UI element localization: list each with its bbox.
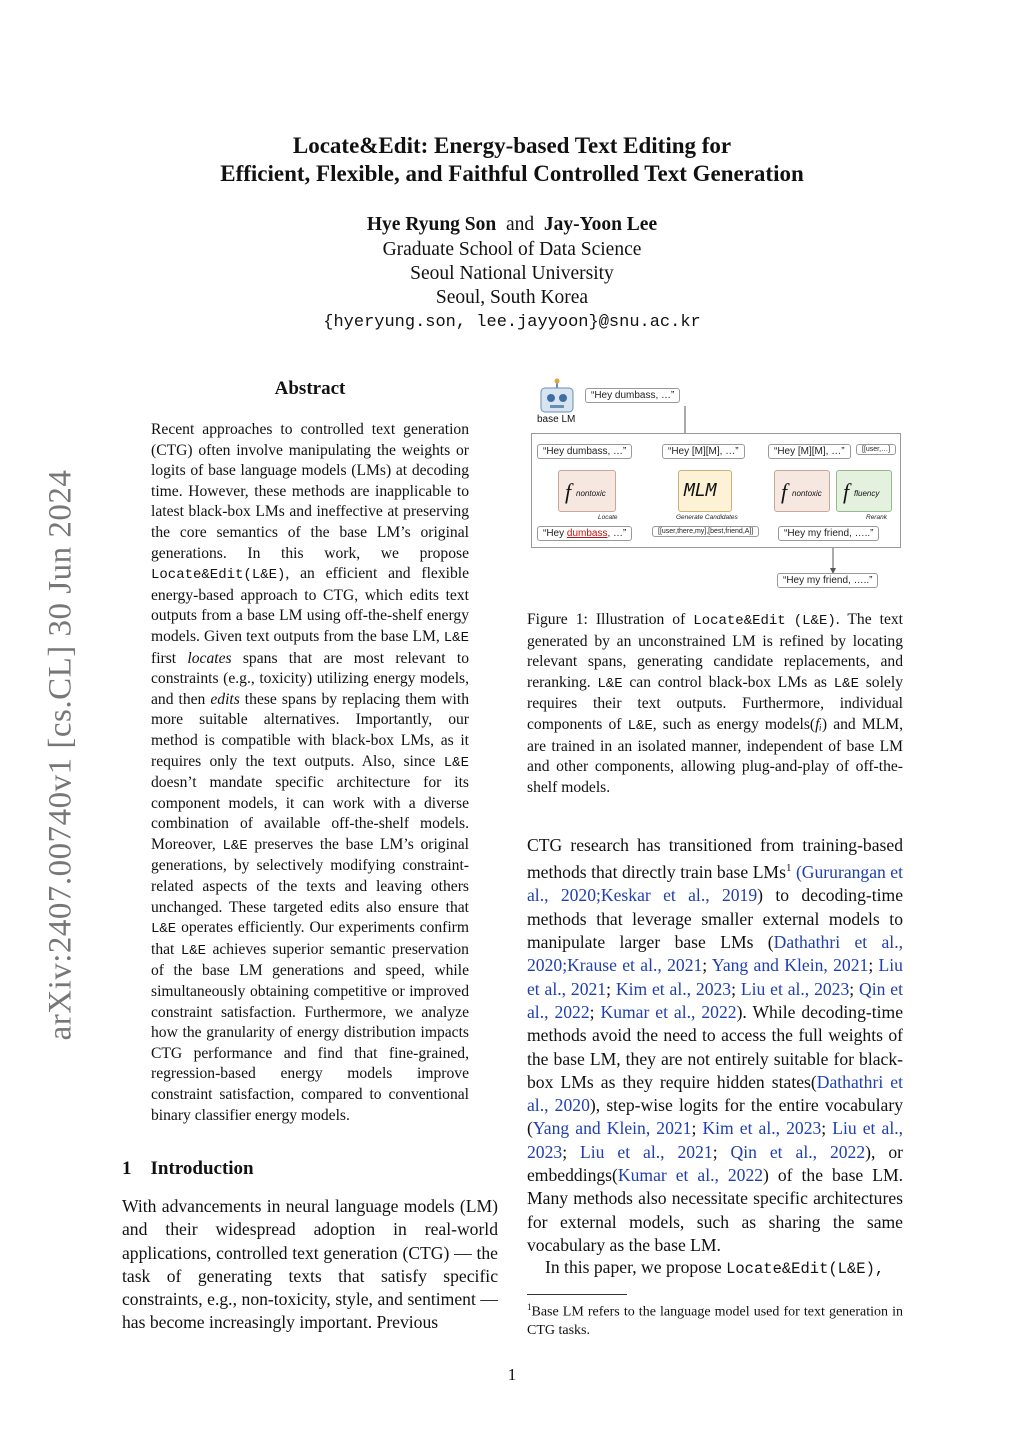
stage2-input: “Hey [M][M], …” [662,444,745,459]
out-suffix: , …” [607,528,627,539]
right-body-paragraph-2 [527,1256,903,1281]
final-output-pill: “Hey my friend, …..” [777,573,878,588]
code-le: L&E [151,921,177,938]
locate-label: Locate [598,514,618,521]
body-text: CTG research has transitioned from training-based methods that directly train base LMs [527,835,903,883]
code-le: L&E [443,754,469,771]
caption-code: Locate&Edit [693,613,786,629]
citation-link[interactable]: (Gururangan et al., 2020; [527,862,904,906]
stage3-extra: [[user,…] [856,444,896,455]
caption-code: L&E [833,675,859,692]
section-number: 1 [122,1158,132,1179]
arxiv-sidebar [36,460,86,1050]
authors-and: and [506,214,535,235]
body-text: ), or embeddings( [527,1141,903,1186]
body-text: ; [702,955,712,976]
section-title: Introduction [150,1158,254,1179]
code-le: L&E [443,629,469,646]
citation-link[interactable]: Qin et al., 2022 [730,1141,866,1162]
abstract-text-6: doesn’t mandate specific architecture for its component models, it can work with a diverse combination of available off-the-shelf models. Moreover, [151,774,469,853]
abstract-body [151,420,469,1126]
footnote-mark[interactable]: 1 [785,862,792,875]
citation-link[interactable]: Liu et al., 2021 [527,955,903,999]
right-body-paragraph [527,834,903,1257]
caption-text: , such as energy models( [652,715,816,733]
citation-link[interactable]: Keskar et al., 2019 [600,885,758,906]
citation-link[interactable]: Yang and Klein, 2021 [711,955,869,976]
f-symbol: f [843,479,850,504]
caption-text: ) and MLM, are trained in an isolated manner, independent of base LM and other components, allowing plug-and-play of off-the-shelf models. [527,715,903,796]
energy-model-nontoxic-2 [774,470,830,512]
citation-link[interactable]: Dathathri et al., 2020 [527,1071,903,1116]
abstract-locates: locates [187,649,232,667]
citation-link[interactable]: Kim et al., 2023 [615,978,732,999]
abstract-edits: edits [210,690,240,708]
footnote [527,1298,903,1340]
abstract-text-2: , an efficient and flexible energy-based approach to CTG, which edits text outputs from a base LM using off-the-shelf energy models. Given text outputs from the base LM, [151,565,469,645]
rerank-label: Rerank [866,514,887,521]
paper-title-line1: Locate&Edit: Energy-based Text Editing for [292,133,732,158]
citation-link[interactable]: Liu et al., 2023 [740,978,850,999]
abstract-text-1: Recent approaches to controlled text generation (CTG) often involve manipulating the weights or logits of base language models (LMs) at decoding time. However, these methods are inapplicable to latest black-box LMs and ineffective at preserving the core semantics of the base LM’s original generations. In this work, we propose [151,421,469,562]
stage2-output: [[user,there,my],[best,friend,A]] [652,526,759,537]
body-text: ; [821,1118,833,1139]
footnote-text: Base LM refers to the language model used for text generation in CTG tasks. [527,1304,903,1338]
body-text: ) to decoding-time methods that leverage smaller external models to manipulate larger base LMs ( [527,885,904,953]
located-span: dumbass [566,528,608,539]
stage1-input: “Hey dumbass, …” [537,444,632,459]
abstract-text-5: these spans by replacing them with more suitable alternatives. Importantly, our method is compatible with black-box LMs, as it requires only the text outputs. Also, since [151,690,469,770]
caption-text: solely requires their text outputs. Furthermore, individual components of [527,673,903,733]
citation-link[interactable]: Dathathri et al., 2020; [527,932,903,976]
stage1-output [537,526,632,541]
author-2: Jay-Yoon Lee [543,214,658,235]
intro-paragraph: With advancements in neural language models (LM) and their widespread adoption in real-world applications, controlled text generation (CTG) — the task of generating texts that satisfy specific constraints, e.g., non-toxicity, style, and sentiment — has become increasingly important. Previous [122,1196,498,1333]
citation-link[interactable]: Qin et al., 2022 [527,978,903,1022]
f-subscript: nontoxic [576,489,606,498]
body-text: ), step-wise logits for the entire vocabulary ( [527,1095,903,1139]
arxiv-identifier[interactable]: arXiv:2407.00740v1 [cs.CL] 30 Jun 2024 [42,469,79,1041]
author-email[interactable]: {hyeryung.son, lee.jayyoon}@snu.ac.kr [323,313,701,332]
citation-link[interactable]: Kumar et al., 2022 [617,1165,764,1186]
abstract-text-9: achieves superior semantic preservation of the base LM generations and speed, while simultaneously obtaining competitive or improved constraint satisfaction. Furthermore, we analyze how the granularity of energy distribution impacts CTG performance and find that fine-grained, regression-based energy models improve constraint satisfaction, compared to conventional binary classifier energy models. [151,940,469,1124]
body-text: ). While decoding-time methods avoid the need to access the full weights of the base LM, they are not entirely suitable for black-box LMs as they require hidden states( [527,1001,903,1092]
generate-candidates-label: Generate Candidates [676,514,738,521]
base-lm-label: base LM [537,414,576,425]
abstract-text-7: preserves the base LM’s original generations, by selectively modifying constraint-related aspects of the texts and leaving others unchanged. These targeted edits also ensure that [151,835,469,916]
caption-prefix: Figure 1: Illustration of [527,611,694,628]
caption-code: L&E [597,675,623,692]
footnote-rule [527,1294,627,1295]
page-number: 1 [507,1365,517,1384]
mlm-label: MLM [684,480,717,501]
authors [0,213,1024,237]
f-subscript: fluency [854,489,880,498]
body-text: ; [849,978,860,999]
body-text: In this paper, we propose [545,1257,727,1277]
input-text-pill: “Hey dumbass, …” [585,388,680,403]
affiliation-2: Seoul National University [410,263,614,284]
citation-link[interactable]: Kim et al., 2023 [702,1118,822,1139]
affiliation-1: Graduate School of Data Science [382,239,642,260]
f-symbol: f [565,479,572,504]
stage3-input: “Hey [M][M], …” [768,444,851,459]
caption-code: L&E [627,717,653,734]
body-text: ; [712,1141,731,1162]
body-text: ; [562,1141,581,1162]
affiliation-3: Seoul, South Korea [435,287,589,308]
author-1: Hye Ryung Son [366,214,497,235]
body-text: ; [691,1118,703,1139]
paper-title-line2: Efficient, Flexible, and Faithful Controlled Text Generation [220,161,804,186]
code-locate-edit: Locate&Edit(L&E) [151,567,286,584]
footnote-number: 1 [527,1302,532,1312]
f-subscript: nontoxic [792,489,822,498]
caption-fi: fᵢ [815,715,822,733]
intro-heading [122,1158,254,1180]
body-text: ; [868,955,879,976]
body-text: ) of the base LM. Many methods also necessitate specific architectures for external models, such as sharing the same vocabulary as the base LM. [527,1165,903,1255]
figure-caption [527,610,903,798]
code-le: L&E [222,837,248,854]
citation-link[interactable]: Yang and Klein, 2021 [532,1118,692,1139]
citation-link[interactable]: Liu et al., 2021 [580,1141,713,1162]
out-prefix: “Hey [543,528,567,539]
caption-text: can control black-box LMs as [622,673,834,691]
citation-link[interactable]: Krause et al., 2021 [567,955,703,976]
caption-text: . The text generated by an unconstrained LM is refined by locating relevant spans, generating candidate replacements, and reranking. [527,611,904,691]
body-text: ; [606,978,616,999]
body-text: ; [589,1001,601,1022]
figure-1 [527,378,903,590]
abstract-heading: Abstract [274,378,346,399]
citation-link[interactable]: Liu et al., 2023 [527,1118,903,1162]
pipeline-panel [531,433,901,548]
abstract-text-3: first [151,649,188,667]
mlm-box [678,470,732,512]
code-le: L&E [180,942,207,959]
energy-model-fluency [836,470,892,512]
f-symbol: f [781,479,788,504]
body-text: ; [731,978,741,999]
abstract-text-4: spans that are most relevant to constraints (e.g., toxicity) utilizing energy models, and then [151,649,469,708]
energy-model-nontoxic [558,470,616,512]
stage3-output: “Hey my friend, …..” [778,526,879,541]
abstract-text-8: operates efficiently. Our experiments confirm that [151,919,469,958]
caption-code: (L&E) [793,613,836,629]
citation-link[interactable]: Kumar et al., 2022 [600,1001,737,1022]
code-locate-edit: Locate&Edit(L&E), [726,1260,885,1278]
